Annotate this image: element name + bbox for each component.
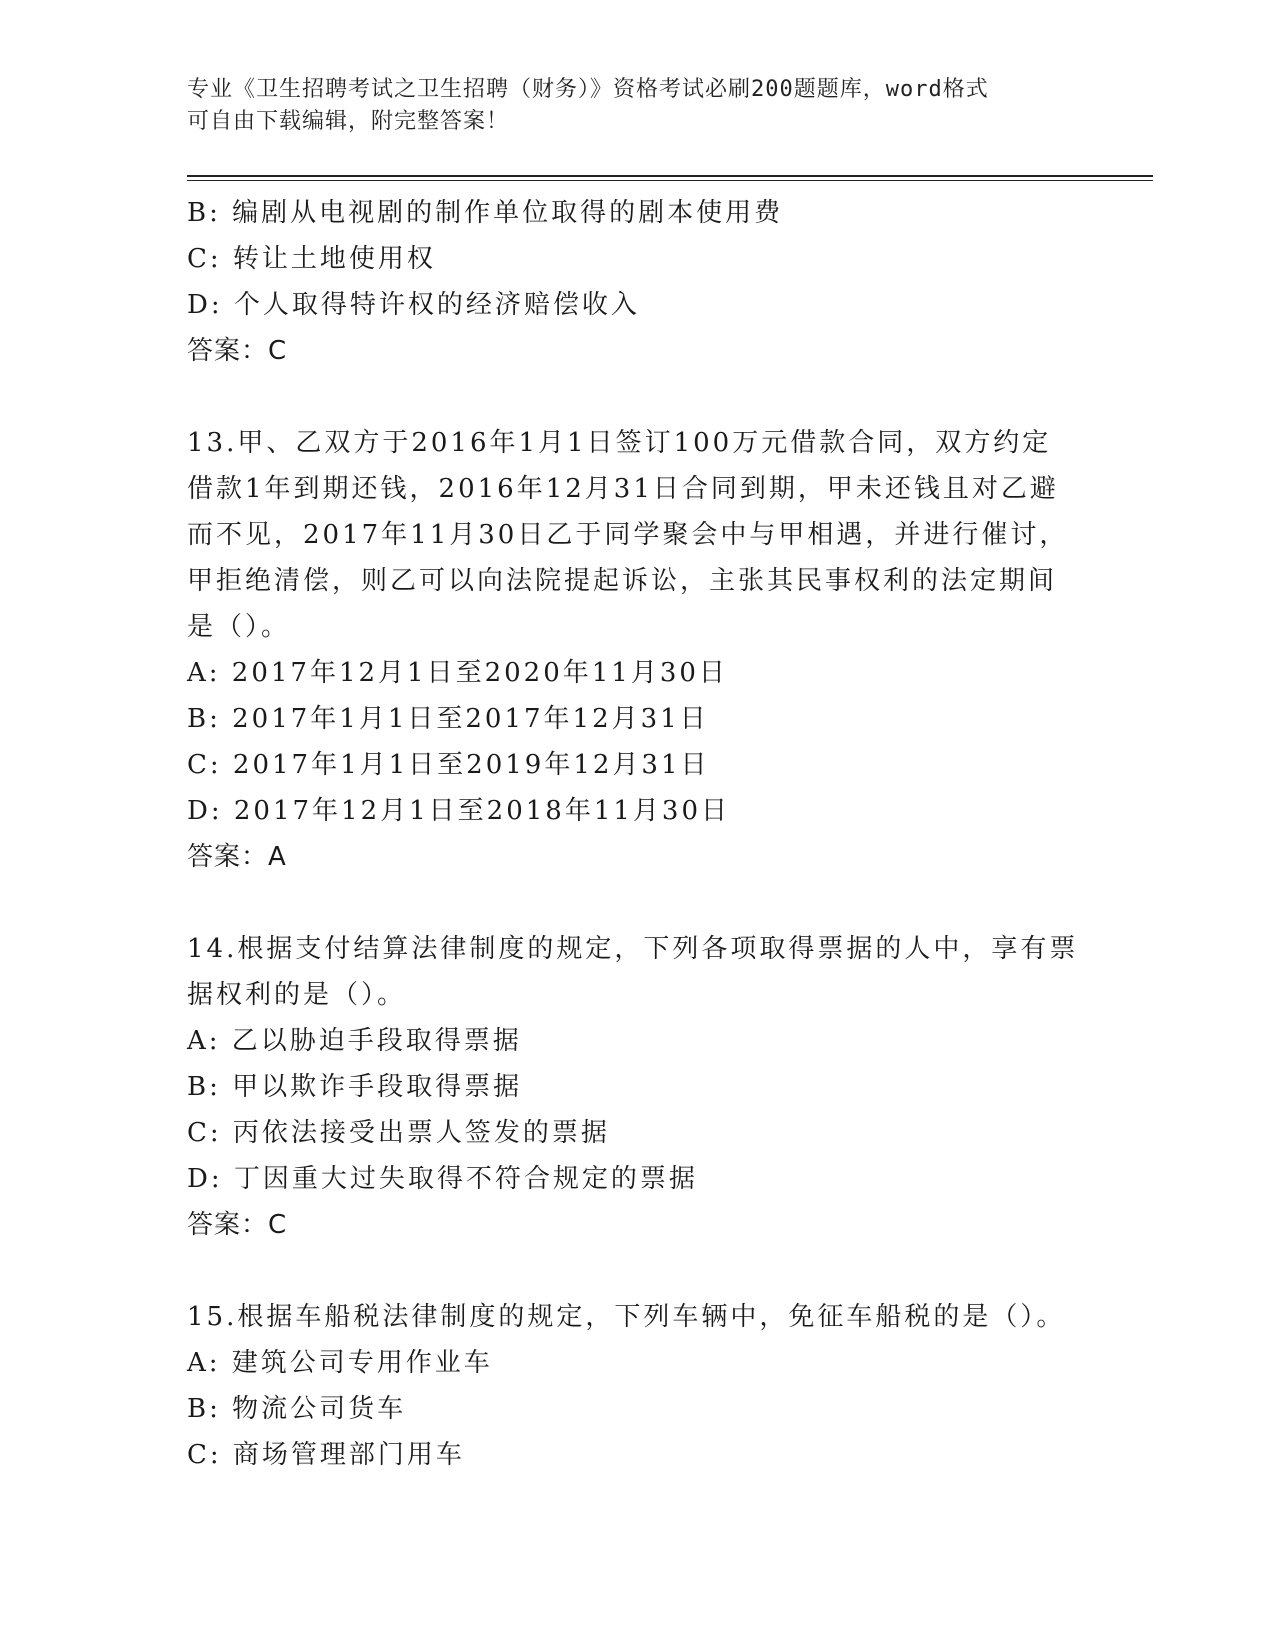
option-d: D: 丁因重大过失取得不符合规定的票据 — [187, 1164, 698, 1194]
option-b: B: 编剧从电视剧的制作单位取得的剧本使用费 — [187, 198, 784, 228]
question-13 — [187, 420, 1087, 880]
option-d: D: 2017年12月1日至2018年11月30日 — [187, 796, 731, 826]
spacer — [187, 1248, 1087, 1294]
option-d: D: 个人取得特许权的经济赔偿收入 — [187, 290, 640, 320]
question-15 — [187, 1294, 1087, 1478]
option-a: A: 2017年12月1日至2020年11月30日 — [187, 658, 728, 688]
header-line-2: 可自由下载编辑，附完整答案！ — [187, 109, 510, 134]
question-text-line: 甲拒绝清偿，则乙可以向法院提起诉讼，主张其民事权利的法定期间 — [187, 566, 1058, 596]
question-text-line: 而不见，2017年11月30日乙于同学聚会中与甲相遇，并进行催讨， — [187, 520, 1069, 550]
header-divider-thick — [187, 175, 1153, 177]
question-text-line: 14.根据支付结算法律制度的规定，下列各项取得票据的人中，享有票 — [187, 934, 1079, 964]
question-prev — [187, 190, 1087, 374]
question-text-line: 据权利的是（）。 — [187, 980, 407, 1010]
question-text-line: 15.根据车船税法律制度的规定，下列车辆中，免征车船税的是（）。 — [187, 1302, 1066, 1332]
spacer — [187, 880, 1087, 926]
option-b: B: 甲以欺诈手段取得票据 — [187, 1072, 523, 1102]
question-list — [187, 190, 1087, 1478]
option-a: A: 建筑公司专用作业车 — [187, 1348, 493, 1378]
header-line-1: 专业《卫生招聘考试之卫生招聘（财务）》资格考试必刷200题题库，word格式 — [187, 77, 989, 102]
answer-line: 答案：C — [187, 336, 288, 366]
question-14 — [187, 926, 1087, 1248]
header-divider-thin — [187, 180, 1153, 181]
question-text-line: 借款1年到期还钱，2016年12月31日合同到期，甲未还钱且对乙避 — [187, 474, 1059, 504]
question-text-line: 13.甲、乙双方于2016年1月1日签订100万元借款合同，双方约定 — [187, 428, 1052, 458]
option-a: A: 乙以胁迫手段取得票据 — [187, 1026, 522, 1056]
question-text-line: 是（）。 — [187, 612, 291, 642]
option-c: C: 2017年1月1日至2019年12月31日 — [187, 750, 710, 780]
option-b: B: 2017年1月1日至2017年12月31日 — [187, 704, 709, 734]
answer-line: 答案：C — [187, 1210, 288, 1240]
spacer — [187, 374, 1087, 420]
answer-line: 答案：A — [187, 842, 287, 872]
option-c: C: 丙依法接受出票人签发的票据 — [187, 1118, 610, 1148]
option-c: C: 商场管理部门用车 — [187, 1440, 465, 1470]
option-b: B: 物流公司货车 — [187, 1394, 407, 1424]
document-header — [187, 74, 1087, 138]
option-c: C: 转让土地使用权 — [187, 244, 436, 274]
